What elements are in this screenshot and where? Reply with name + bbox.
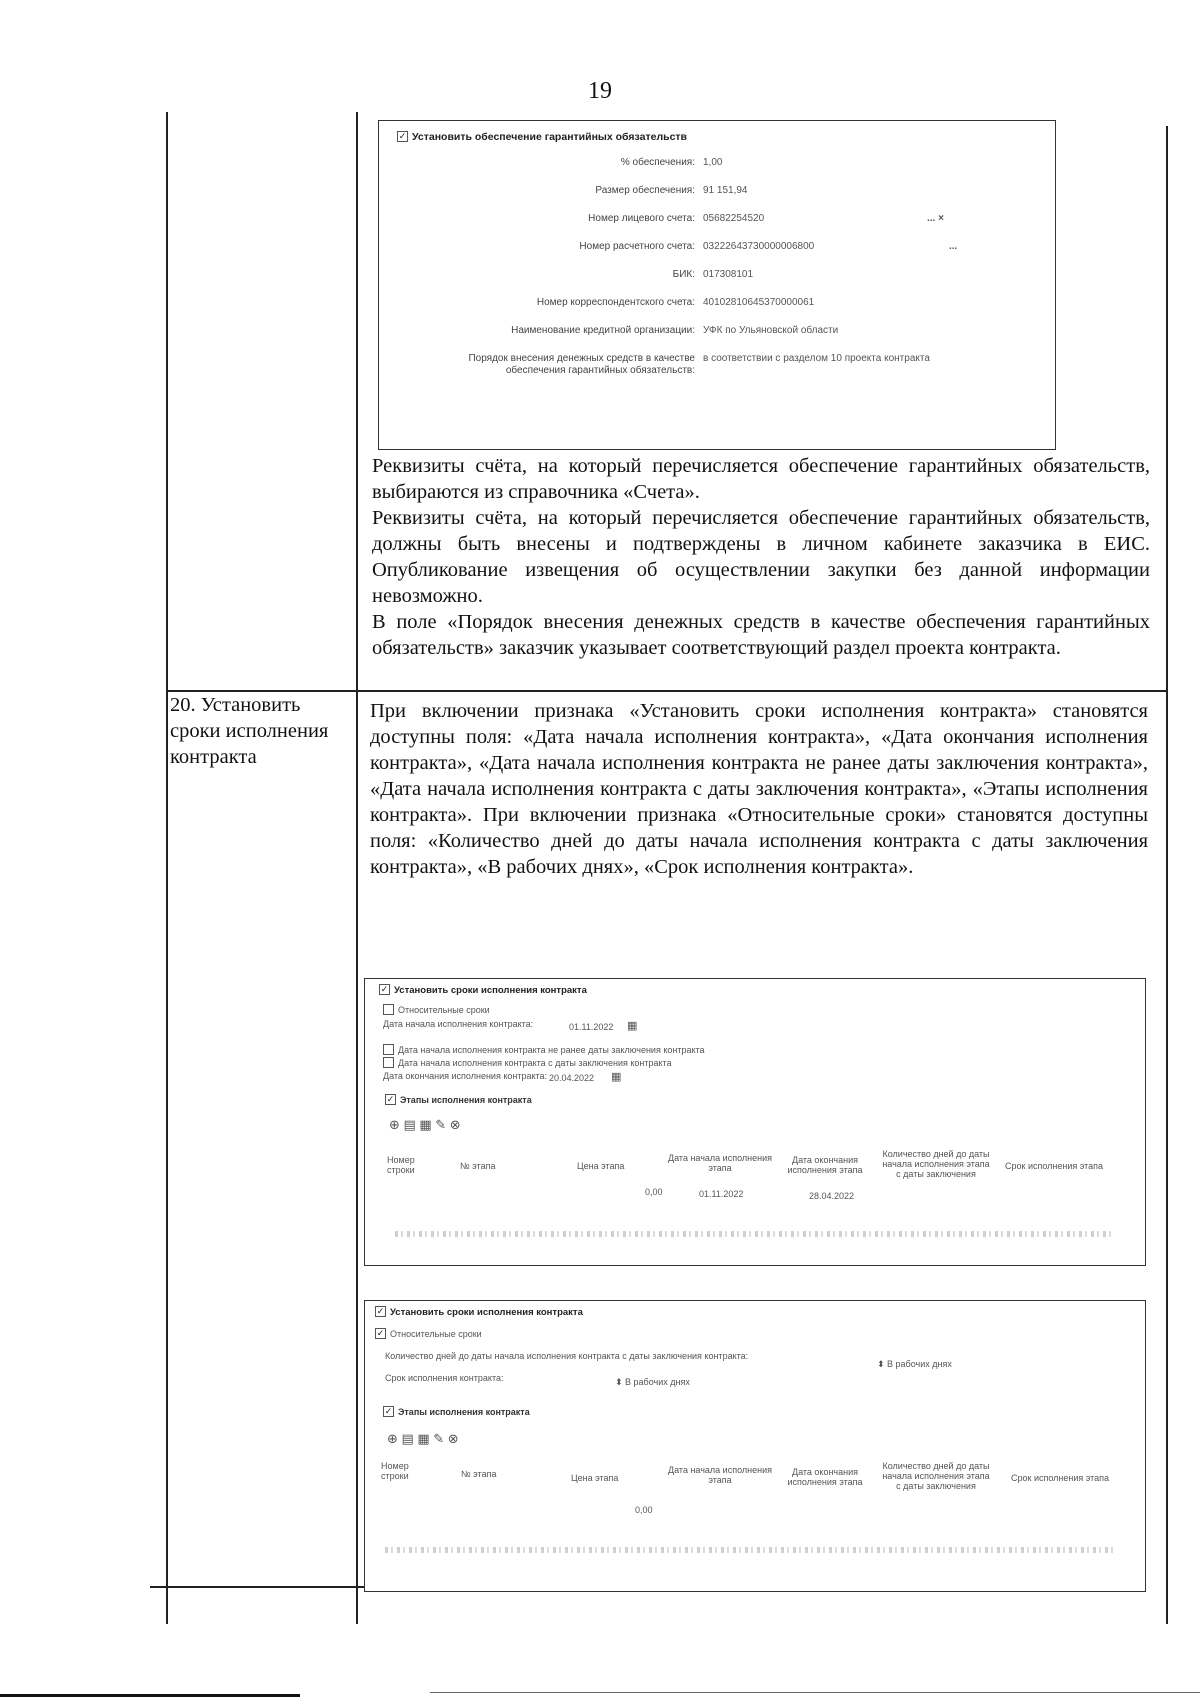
row-20-label: [170, 692, 350, 770]
terms-form-screenshot-2: [364, 1300, 1146, 1592]
ellipsis-icon: ...: [949, 241, 958, 252]
days-label: Количество дней до даты начала исполнения контракта с даты заключения контракта:: [385, 1351, 749, 1361]
field-value: 91 151,94: [703, 185, 748, 196]
row-20-description: [370, 698, 1148, 880]
column-header: Дата начала исполнения этапа: [668, 1465, 772, 1485]
paragraph: При включении признака «Установить сроки исполнения контракта» становятся доступны поля: «Дата начала исполнения контракта», «Дата окончания исполнения контракта», «Дата начала исполнения контракта не ранее даты заключения контракта», «Дата начала исполнения контракта с даты заключения контракта», «Этапы исполнения контракта». При включении признака «Относительные сроки» становятся доступны поля: «Количество дней до даты начала исполнения контракта с даты заключения контракта», «В рабочих днях», «Срок исполнения контракта».: [370, 700, 1148, 878]
relative-terms-checkbox: [375, 1329, 482, 1340]
field-value: 03222643730000006800: [703, 241, 815, 252]
column-header: Количество дней до даты начала исполнения этапа с даты заключения: [882, 1149, 990, 1179]
end-date-label: Дата окончания исполнения контракта:: [383, 1071, 548, 1081]
term-working-option: [615, 1377, 690, 1388]
table-column-divider: [356, 112, 358, 1624]
stages-label: Этапы исполнения контракта: [398, 1407, 530, 1417]
field-value: 05682254520: [703, 213, 765, 224]
stepper-icon: ⬍: [615, 1377, 626, 1387]
field-label: Номер корреспондентского счета:: [536, 297, 695, 308]
field-label: БИК:: [672, 269, 695, 280]
start-date-value: 01.11.2022: [569, 1022, 614, 1032]
calendar-icon: ▦: [627, 1020, 638, 1032]
stages-label: Этапы исполнения контракта: [400, 1095, 532, 1105]
guarantee-form-title: [397, 131, 687, 143]
stage-price: 0,00: [635, 1505, 653, 1515]
terms-form-title-text: Установить сроки исполнения контракта: [394, 985, 587, 997]
relative-terms-label: Относительные сроки: [398, 1005, 490, 1015]
checkbox-checked-icon: ✓: [376, 1328, 385, 1339]
paragraph: В поле «Порядок внесения денежных средств в качестве обеспечения гарантийных обязательств» заказчик указывает соответствующий раздел проекта контракта.: [372, 611, 1150, 659]
field-value: в соответствии с разделом 10 проекта контракта: [703, 353, 930, 364]
checkbox-checked-icon: ✓: [398, 130, 407, 141]
field-label: обеспечения гарантийных обязательств:: [505, 365, 695, 376]
stage-end: 28.04.2022: [809, 1191, 855, 1201]
calendar-icon: ▦: [611, 1071, 622, 1083]
checkbox-checked-icon: ✓: [380, 984, 389, 994]
scrollbar-track: [385, 1547, 1115, 1553]
column-header: Цена этапа: [577, 1161, 625, 1171]
field-value: 40102810645370000061: [703, 297, 815, 308]
relative-terms-label: Относительные сроки: [390, 1329, 482, 1339]
checkbox-checked-icon: ✓: [376, 1306, 385, 1316]
stage-price: 0,00: [645, 1187, 663, 1197]
ellipsis-icon: ... ×: [927, 213, 944, 224]
field-value: УФК по Ульяновской области: [703, 325, 839, 336]
field-value: 1,00: [703, 157, 723, 168]
column-header: Дата начала исполнения этапа: [668, 1153, 772, 1173]
field-label: Номер лицевого счета:: [588, 213, 695, 224]
stages-checkbox: [385, 1095, 532, 1106]
column-header: Номер строки: [387, 1155, 415, 1175]
column-header: № этапа: [460, 1161, 496, 1171]
toolbar-icons: ⊕ ▤ ▦ ✎ ⊗: [389, 1117, 461, 1132]
column-header: Срок исполнения этапа: [1011, 1473, 1110, 1483]
column-header: Дата окончания исполнения этапа: [787, 1467, 863, 1487]
column-header: Номер строки: [381, 1461, 409, 1481]
terms-form-screenshot-1: [364, 978, 1146, 1266]
guarantee-description: [372, 453, 1150, 661]
paragraph: Реквизиты счёта, на который перечисляется обеспечение гарантийных обязательств, выбираются из справочника «Счета».: [372, 455, 1150, 503]
checkbox-icon: [383, 1044, 394, 1055]
checkbox-checked-icon: ✓: [384, 1406, 393, 1417]
stepper-icon: ⬍: [877, 1359, 888, 1369]
field-label: % обеспечения:: [620, 157, 695, 168]
column-header: Срок исполнения этапа: [1005, 1161, 1104, 1171]
scrollbar-track: [395, 1231, 1115, 1237]
not-before-label: Дата начала исполнения контракта не ранее даты заключения контракта: [398, 1045, 705, 1055]
from-date-label: Дата начала исполнения контракта с даты заключения контракта: [398, 1058, 672, 1068]
field-label: Номер расчетного счета:: [579, 241, 695, 252]
field-label: Порядок внесения денежных средств в качестве: [468, 353, 695, 364]
column-header: Цена этапа: [571, 1473, 619, 1483]
toolbar-icons: ⊕ ▤ ▦ ✎ ⊗: [387, 1431, 459, 1446]
column-header: Количество дней до даты начала исполнения этапа с даты заключения: [882, 1461, 990, 1491]
terms-form-title: [375, 1307, 583, 1318]
stages-checkbox: [383, 1407, 530, 1418]
not-before-checkbox: [383, 1045, 705, 1056]
guarantee-form-title-text: Установить обеспечение гарантийных обязательств: [412, 131, 687, 143]
guarantee-form-screenshot: [378, 120, 1056, 450]
paragraph: Реквизиты счёта, на который перечисляется обеспечение гарантийных обязательств, должны быть внесены и подтверждены в личном кабинете заказчика в ЕИС. Опубликование извещения об осуществлении закупки без данной информации невозможно.: [372, 507, 1150, 607]
field-row: [379, 353, 1055, 383]
start-date-label: Дата начала исполнения контракта:: [383, 1019, 534, 1029]
end-date-value: 20.04.2022: [549, 1073, 595, 1083]
relative-terms-checkbox: [383, 1005, 490, 1016]
row-20-label-text: 20. Установить сроки исполнения контракта: [170, 694, 329, 768]
checkbox-icon: [383, 1004, 394, 1015]
from-date-checkbox: [383, 1058, 672, 1069]
term-label: Срок исполнения контракта:: [385, 1373, 504, 1383]
page-number: 19: [588, 78, 612, 104]
field-label: Наименование кредитной организации:: [511, 325, 695, 336]
bottom-edge-line-right: [430, 1692, 1200, 1693]
field-value: 017308101: [703, 269, 754, 280]
terms-form-title-text: Установить сроки исполнения контракта: [390, 1307, 583, 1319]
table-right-border: [1166, 126, 1168, 1624]
term-working-label: В рабочих днях: [625, 1377, 690, 1387]
checkbox-icon: [383, 1057, 394, 1068]
stage-start: 01.11.2022: [699, 1189, 744, 1199]
column-header: № этапа: [461, 1469, 497, 1479]
column-header: Дата окончания исполнения этапа: [787, 1155, 863, 1175]
days-working-label: В рабочих днях: [887, 1359, 952, 1369]
field-label: Размер обеспечения:: [595, 185, 695, 196]
checkbox-checked-icon: ✓: [386, 1094, 395, 1105]
days-working-option: [877, 1359, 952, 1370]
terms-form-title: [379, 985, 587, 996]
table-left-border: [166, 112, 168, 1624]
